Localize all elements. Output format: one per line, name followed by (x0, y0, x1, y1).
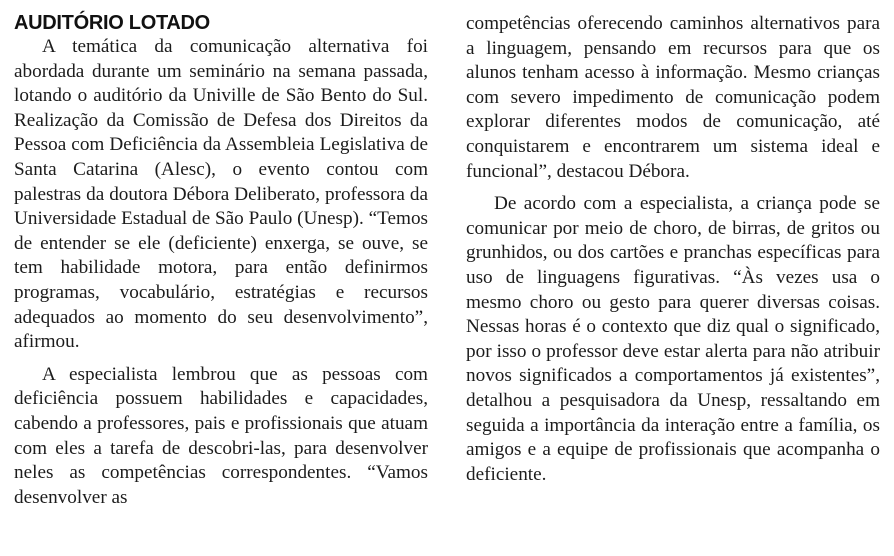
paragraph-seminar: A temática da comunicação alternativa foi abordada durante um seminário na semana passada, lotando o auditório da Univille de São Bento do Sul. Realização da Comissão de Defesa dos Direitos da Pessoa com Deficiência da Assembleia Legislativa de Santa Catarina (Alesc), o evento contou com palestras da doutora Débora Deliberato, professora da Universidade Estadual de São Paulo (Unesp). “Temos de entender se ele (deficiente) enxerga, se ouve, se tem habilidade motora, para então definirmos programas, vocabulário, estratégias e recursos adequados ao momento do seu desenvolvimento”, afirmou. (14, 36, 428, 353)
right-column (466, 10, 880, 556)
left-column (14, 10, 428, 556)
paragraph-communication: De acordo com a especialista, a criança pode se comunicar por meio de choro, de birras, de gritos ou grunhidos, ou dos cartões e pranchas específicas para uso de linguagens figurativas. “Às vezes usa o mesmo choro ou gesto para querer diversas coisas. Nessas horas é o contexto que diz qual o significado, por isso o professor deve estar alerta para não atribuir novos significados a comportamentos já existentes”, detalhou a pesquisadora da Unesp, ressaltando em seguida a importância da interação entre a família, os amigos e a equipe de profissionais que acompanha o deficiente. (466, 193, 880, 485)
article-headline: AUDITÓRIO LOTADO (14, 12, 210, 34)
paragraph-specialist: A especialista lembrou que as pessoas com deficiência possuem habilidades e capacidades, cabendo a professores, pais e profissionais que atuam com eles a tarefa de descobri-las, para desenvolver neles as competências correspondentes. “Vamos desenvolver as (14, 363, 428, 508)
paragraph-continuation: competências oferecendo caminhos alternativos para a linguagem, pensando em recursos para que os alunos tenham acesso à informação. Mesmo crianças com severo impedimento de comunicação podem explorar diferentes modos de comunicação, até conquistarem e encontrarem um sistema ideal e funcional”, destacou Débora. (466, 13, 880, 182)
